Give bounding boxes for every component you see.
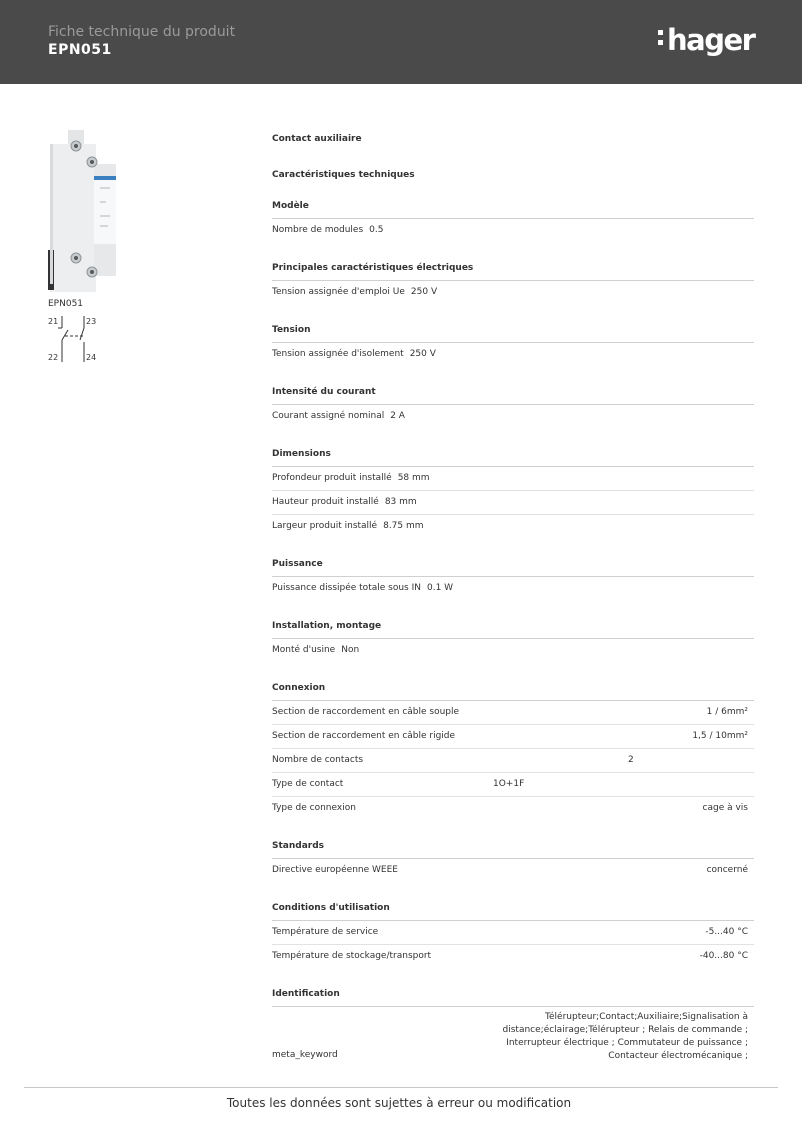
spec-value: 1O+1F [493,779,525,789]
spec-subtitle: Caractéristiques techniques [272,170,415,180]
footer-disclaimer [0,1096,802,1110]
document-type: Fiche technique du produit [48,24,236,40]
hager-logo [658,22,758,62]
section-standards: Standards [272,832,754,859]
spec-label: Tension assignée d'isolement [272,349,404,359]
spec-row [272,281,754,304]
section-identification: Identification [272,980,754,1007]
spec-value: 8.75 mm [383,521,424,531]
schematic-label-21: 21 [48,317,59,326]
spec-label: Courant assigné nominal [272,411,385,421]
spec-label: Type de contact [272,779,344,789]
spec-value: 0.1 W [426,583,454,593]
spec-value: 58 mm [397,473,430,483]
spec-row [272,343,754,366]
product-photo [48,130,118,292]
product-caption: EPN051 [48,299,84,309]
spec-row [272,639,754,662]
spec-value: cage à vis [702,803,748,813]
spec-value: -40...80 °C [699,951,748,961]
spec-label: Largeur produit installé [272,521,378,531]
spec-row [272,577,754,600]
section-courant: Intensité du courant [272,378,754,405]
spec-row [272,749,754,773]
section-conditions: Conditions d'utilisation [272,894,754,921]
spec-row [272,945,754,968]
spec-row [272,797,754,820]
spec-row [272,921,754,945]
section-tension: Tension [272,316,754,343]
spec-value: 2 A [390,411,405,421]
spec-row [272,701,754,725]
page-header [0,0,802,84]
spec-row [272,1007,754,1063]
spec-value: Non [341,645,360,655]
spec-row [272,859,754,882]
product-code: EPN051 [48,42,112,58]
spec-label: Hauteur produit installé [272,497,379,507]
spec-value: 2 [628,755,634,765]
spec-row [272,773,754,797]
contact-schematic [46,314,106,364]
spec-label: Température de stockage/transport [272,951,432,961]
spec-value: 1,5 / 10mm² [692,731,748,741]
spec-label: Puissance dissipée totale sous IN [272,583,421,593]
spec-value: concerné [706,865,748,875]
spec-content [272,126,754,1075]
spec-label: Monté d'usine [272,645,336,655]
spec-value: 0.5 [369,225,384,235]
spec-value: 1 / 6mm² [706,707,748,717]
section-dimensions: Dimensions [272,440,754,467]
spec-label: Section de raccordement en câble souple [272,707,460,717]
spec-value: 250 V [410,287,438,297]
schematic-label-24: 24 [86,353,97,362]
spec-row [272,491,754,515]
disclaimer-text: Toutes les données sont sujettes à erreur ou modification [226,1096,572,1110]
spec-value: -5...40 °C [705,927,748,937]
section-modele: Modèle [272,192,754,219]
footer-divider [24,1087,778,1088]
logo-text: hager [667,23,755,57]
spec-value: 83 mm [384,497,417,507]
spec-label: Type de connexion [272,803,356,813]
logo-dots-icon [658,30,664,50]
spec-row [272,219,754,242]
section-connexion: Connexion [272,674,754,701]
schematic-label-22: 22 [48,353,59,362]
section-electrique: Principales caractéristiques électriques [272,254,754,281]
spec-row [272,515,754,538]
spec-value: Télérupteur;Contact;Auxiliaire;Signalisation à distance;éclairage;Télérupteur ; Relais de commande ; Interrupteur électrique ; Commutateur de puissance ; Contacteur électromécanique ; [502,1012,748,1061]
spec-label: Directive européenne WEEE [272,865,398,875]
section-puissance: Puissance [272,550,754,577]
schematic-label-23: 23 [86,317,97,326]
spec-label: Nombre de contacts [272,755,364,765]
spec-row [272,405,754,428]
section-installation: Installation, montage [272,612,754,639]
spec-row [272,467,754,491]
spec-label: Température de service [272,927,379,937]
spec-label: Nombre de modules [272,225,364,235]
spec-label: meta_keyword [272,1050,338,1060]
spec-label: Section de raccordement en câble rigide [272,731,456,741]
spec-row [272,725,754,749]
spec-value: 250 V [409,349,436,359]
product-title: Contact auxiliaire [272,134,362,144]
spec-label: Tension assignée d'emploi Ue [272,287,405,297]
spec-label: Profondeur produit installé [272,473,392,483]
